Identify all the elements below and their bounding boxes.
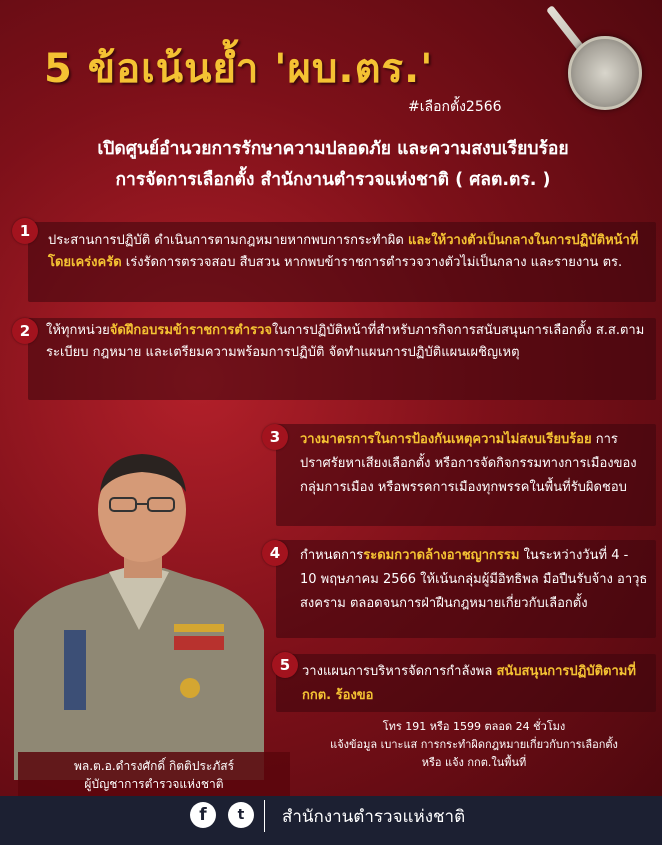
subtitle xyxy=(8,134,658,196)
facebook-icon[interactable]: f xyxy=(190,802,216,828)
hotline-line-2: แจ้งข้อมูล เบาะแส การกระทำผิดกฎหมายเกี่ยวกับการเลือกตั้ง xyxy=(330,738,618,751)
item-3-text-highlight: วางมาตรการในการป้องกันเหตุความไม่สงบเรียบร้อย xyxy=(300,432,592,447)
item-1-text-plain: ประสานการปฏิบัติ ดำเนินการตามกฎหมายหากพบการกระทำผิด xyxy=(48,233,408,248)
item-4-text-highlight: ระดมกวาดล้างอาชญากรรม xyxy=(363,548,520,563)
page-title: 5 ข้อเน้นย้ำ 'ผบ.ตร.' xyxy=(44,46,434,92)
hotline-line-1: โทร 191 หรือ 1599 ตลอด 24 ชั่วโมง xyxy=(382,720,566,733)
police-seal-icon xyxy=(568,36,642,110)
item-2-text-highlight: จัดฝึกอบรมข้าราชการตำรวจ xyxy=(109,323,272,338)
subtitle-line-2: การจัดการเลือกตั้ง สำนักงานตำรวจแห่งชาติ ( ศลต.ตร. ) xyxy=(115,170,551,190)
item-4-text-plain: กำหนดการ xyxy=(300,548,364,563)
item-5-number: 5 xyxy=(272,652,298,678)
item-3-text xyxy=(300,428,648,500)
item-3-number: 3 xyxy=(262,424,288,450)
item-1-text-highlight: และให้วางตัวเป็นกลางในการปฏิบัติหน้าที่โดยเคร่งครัด xyxy=(48,233,639,270)
item-5-text xyxy=(302,660,650,708)
footer-divider xyxy=(264,800,265,832)
item-2-text xyxy=(46,320,652,364)
item-1-number: 1 xyxy=(12,218,38,244)
hashtag: #เลือกตั้ง2566 xyxy=(408,99,502,115)
item-5-text-plain: วางแผนการบริหารจัดการกำลังพล xyxy=(302,664,497,679)
officer-position: ผู้บัญชาการตำรวจแห่งชาติ xyxy=(84,777,224,791)
footer-organization: สำนักงานตำรวจแห่งชาติ xyxy=(282,807,466,827)
hotline-info xyxy=(296,718,652,772)
item-2-text-rest: ในการปฏิบัติหน้าที่สำหรับภารกิจการสนับสนุนการเลือกตั้ง ส.ส.ตามระเบียบ กฎหมาย และเตรียมความพร้อมการปฏิบัติ จัดทำแผนการปฏิบัติแผนเผชิญเหตุ xyxy=(46,323,645,360)
item-2-number: 2 xyxy=(12,318,38,344)
officer-name: พล.ต.อ.ดำรงศักดิ์ กิตติประภัสร์ xyxy=(73,759,235,773)
item-5-text-highlight: สนับสนุนการปฏิบัติตามที่ กกต. ร้องขอ xyxy=(302,664,636,703)
item-4-text xyxy=(300,544,648,616)
item-2-text-plain: ให้ทุกหน่วย xyxy=(46,323,110,338)
item-1-text-rest: เร่งรัดการตรวจสอบ สืบสวน หากพบข้าราชการตำรวจวางตัวไม่เป็นกลาง และรายงาน ตร. xyxy=(121,255,623,270)
subtitle-line-1: เปิดศูนย์อำนวยการรักษาความปลอดภัย และความสงบเรียบร้อย xyxy=(97,139,569,159)
twitter-icon[interactable]: t xyxy=(228,802,254,828)
item-4-text-rest: ในระหว่างวันที่ 4 - 10 พฤษภาคม 2566 ให้เน้นกลุ่มผู้มีอิทธิพล มือปืนรับจ้าง อาวุธสงคราม ตลอดจนการฝ่าฝืนกฎหมายเกี่ยวกับเลือกตั้ง xyxy=(300,548,648,611)
item-4-number: 4 xyxy=(262,540,288,566)
footer-bar xyxy=(0,796,662,845)
hotline-line-3: หรือ แจ้ง กกต.ในพื้นที่ xyxy=(421,756,527,769)
officer-photo xyxy=(14,440,264,780)
item-1-text xyxy=(48,230,646,274)
item-3-text-rest: การปราศรัยหาเสียงเลือกตั้ง หรือการจัดกิจกรรมทางการเมืองของกลุ่มการเมือง หรือพรรคการเมืองทุกพรรคในพื้นที่รับผิดชอบ xyxy=(300,432,637,495)
